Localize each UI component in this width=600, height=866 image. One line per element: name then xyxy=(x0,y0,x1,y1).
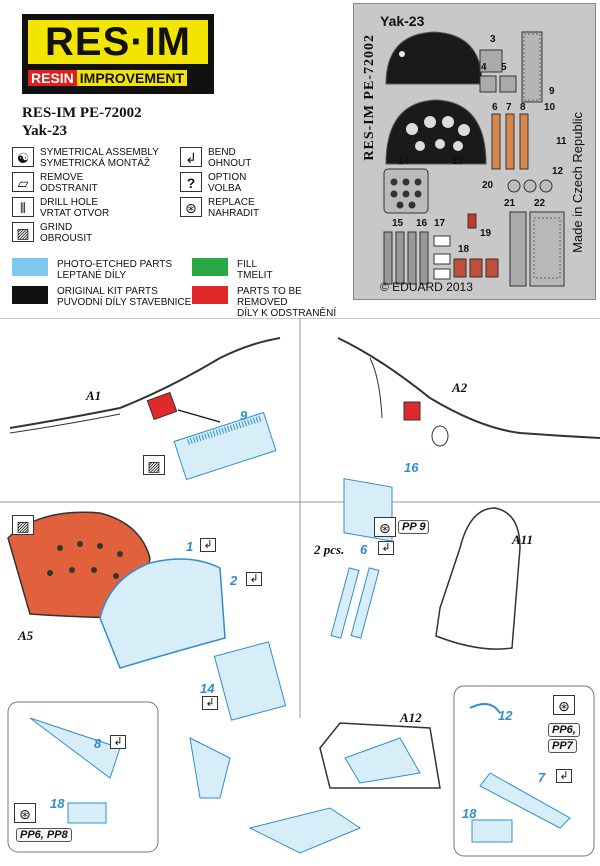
fret-number-14: 14 xyxy=(398,156,410,167)
a11-seat xyxy=(436,508,520,649)
a12-part-label-7: 7 xyxy=(538,770,546,785)
color-swatch-remove xyxy=(192,286,228,304)
a12-pp-right-1: PP6, xyxy=(548,723,580,737)
fret-number-11: 11 xyxy=(556,136,567,147)
fret-number-20: 20 xyxy=(482,180,494,191)
fret-copyright: © EDUARD 2013 xyxy=(380,280,473,294)
a12-part-8 xyxy=(30,718,120,778)
legend-remove: REMOVE ODSTRANIT xyxy=(40,172,98,194)
step-a1-label: A1 xyxy=(86,388,102,403)
a5-bend-icon-14: ↲ xyxy=(202,696,218,710)
color-swatch-original-kit xyxy=(12,286,48,304)
a11-part-label-6: 6 xyxy=(360,542,368,557)
logo-main-text: RES·IM xyxy=(28,20,208,64)
fret-number-19: 19 xyxy=(480,228,492,239)
a12-pp-left: PP6, PP8 xyxy=(16,828,72,842)
a5-bend-icon-2: ↲ xyxy=(246,572,262,586)
a1-removed-area xyxy=(147,392,176,419)
a5-part-label-14: 14 xyxy=(200,681,215,696)
step-a5-label: A5 xyxy=(18,628,34,643)
fret-made-in: Made in Czech Republic xyxy=(570,112,585,253)
a5-part-label-2: 2 xyxy=(230,573,238,588)
a1-grind-icon: ▨ xyxy=(143,455,165,475)
option-icon: ? xyxy=(180,172,202,192)
grind-icon: ▨ xyxy=(12,222,34,242)
yin-yang-icon: ☯ xyxy=(12,147,34,167)
a12-part-label-18-left: 18 xyxy=(50,796,65,811)
a5-grind-icon: ▨ xyxy=(12,515,34,535)
main-instrument-panel xyxy=(386,100,486,164)
a5-part-label-1: 1 xyxy=(186,539,194,554)
fret-number-15: 15 xyxy=(392,218,404,229)
fret-number-17: 17 xyxy=(434,218,446,229)
a12-part-label-8: 8 xyxy=(94,736,102,751)
legend-original-kit: ORIGINAL KIT PARTS PUVODNÍ DÍLY STAVEBNICE xyxy=(57,286,192,308)
color-swatch-photo-etched xyxy=(12,258,48,276)
fret-vertical-code: RES-IM PE-72002 xyxy=(362,34,377,161)
a2-part-label-16: 16 xyxy=(404,460,419,475)
logo-sub-text: RESIN IMPROVEMENT xyxy=(28,68,208,88)
step-a12-label: A12 xyxy=(400,710,422,725)
product-code: RES-IM PE-72002 xyxy=(22,105,142,121)
fret-number-21: 21 xyxy=(504,198,516,209)
fret-number-8: 8 xyxy=(520,102,526,113)
a5-bend-icon-1: ↲ xyxy=(200,538,216,552)
fret-number-7: 7 xyxy=(506,102,512,113)
a1-part-9 xyxy=(174,412,276,479)
fret-number-4: 4 xyxy=(481,62,487,73)
legend-drill: DRILL HOLE VRTAT OTVOR xyxy=(40,197,110,219)
fret-number-9: 9 xyxy=(549,86,555,97)
a12-belt-bottom xyxy=(250,808,360,853)
res-im-logo xyxy=(22,14,214,94)
a2-fuselage-line xyxy=(338,338,600,438)
legend-symmetrical: SYMETRICAL ASSEMBLY SYMETRICKÁ MONTÁŽ xyxy=(40,147,159,169)
color-legend xyxy=(12,256,352,319)
legend-grind: GRIND OBROUSIT xyxy=(40,222,93,244)
a12-belt-middle xyxy=(190,738,230,798)
drill-icon: ⫴ xyxy=(12,197,34,217)
legend-fill: FILL TMELIT xyxy=(237,259,273,281)
fret-number-22: 22 xyxy=(534,198,546,209)
step-a11-label: A11 xyxy=(512,532,533,547)
a12-part-18-right xyxy=(472,820,512,842)
legend-replace: REPLACE NAHRADIT xyxy=(208,197,260,219)
a1-part-label-9: 9 xyxy=(240,408,248,423)
a12-replace-icon-right: ⊛ xyxy=(553,695,575,715)
a11-bend-icon: ↲ xyxy=(378,541,394,555)
a12-part-label-12: 12 xyxy=(498,708,513,723)
fret-number-18: 18 xyxy=(458,244,470,255)
remove-icon: ▱ xyxy=(12,172,34,192)
a12-part-18-left xyxy=(68,803,106,823)
fret-number-10: 10 xyxy=(544,102,556,113)
fret-artwork xyxy=(354,4,595,299)
fret-number-13: 13 xyxy=(452,156,464,167)
legend-parts-remove: PARTS TO BE REMOVED DÍLY K ODSTRANĚNÍ xyxy=(237,286,337,319)
a12-part-label-18-right: 18 xyxy=(462,806,477,821)
fret-number-5: 5 xyxy=(501,62,507,73)
fret-number-16: 16 xyxy=(416,218,428,229)
color-swatch-fill xyxy=(192,258,228,276)
symbol-legend xyxy=(12,147,352,247)
legend-bend: BEND OHNOUT xyxy=(208,147,252,169)
step-a2-label: A2 xyxy=(452,380,468,395)
fret-number-3: 3 xyxy=(490,34,496,45)
a11-pp-label: PP 9 xyxy=(398,520,429,534)
bend-icon: ↲ xyxy=(180,147,202,167)
a5-part-14 xyxy=(214,642,285,720)
product-name: Yak-23 xyxy=(22,123,68,139)
photo-etch-fret xyxy=(353,3,596,300)
a2-removed-area xyxy=(404,402,420,420)
a12-pp-right-2: PP7 xyxy=(548,739,577,753)
upper-instrument-panel xyxy=(386,32,482,84)
fret-number-6: 6 xyxy=(492,102,498,113)
legend-option: OPTION VOLBA xyxy=(208,172,247,194)
fret-title: Yak-23 xyxy=(380,13,425,29)
replace-icon: ⊛ xyxy=(180,197,202,217)
fret-number-12: 12 xyxy=(552,166,564,177)
a12-bend-icon-left: ↲ xyxy=(110,735,126,749)
a12-replace-icon-left: ⊛ xyxy=(14,803,36,823)
a11-replace-icon: ⊛ xyxy=(374,517,396,537)
a11-quantity: 2 pcs. xyxy=(314,542,345,557)
a12-bend-icon-right: ↲ xyxy=(556,769,572,783)
legend-photo-etched: PHOTO-ETCHED PARTS LEPTANÉ DÍLY xyxy=(57,259,173,281)
